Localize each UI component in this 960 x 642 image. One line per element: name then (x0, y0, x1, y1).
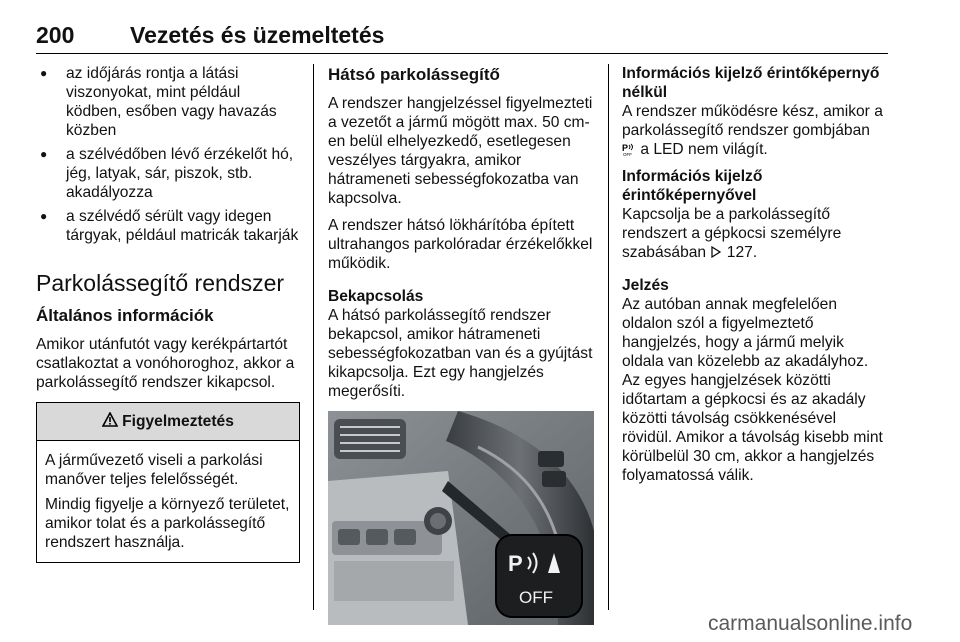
off-label: OFF (519, 588, 553, 607)
page-header (36, 14, 888, 54)
condition-list (36, 64, 300, 245)
warning-header (37, 403, 299, 441)
intro-text: Amikor utánfutót vagy kerékpártartót csatlakoztat a vonóhoroghoz, akkor a parkolássegítő rendszer kikapcsol. (36, 336, 295, 391)
subsection-title: Általános információk (36, 306, 214, 325)
list-item: ● a szélvédő sérült vagy idegen tárgyak, például matricák takarják (36, 207, 300, 245)
list-item: ● a szélvédőben lévő érzékelőt hó, jég, latyak, sár, piszok, stb. akadályozza (36, 145, 300, 202)
column-2 (328, 64, 594, 625)
page-reference-icon (710, 244, 722, 261)
dashboard-illustration (328, 411, 594, 625)
display-without-touch-text: A rendszer működésre kész, amikor a parkolássegítő rendszer gombjában P OFF a LED nem világít. (622, 103, 883, 158)
column-divider (313, 64, 314, 610)
activation-title: Bekapcsolás (328, 288, 424, 305)
page-reference-link[interactable]: 127. (726, 244, 758, 261)
section-title: Parkolássegítő rendszer (36, 270, 285, 296)
park-assist-icon: P (508, 551, 523, 576)
list-item: ● az időjárás rontja a látási viszonyokat, mint például ködben, esőben vagy havazás közben (36, 64, 300, 140)
activation-text: A hátsó parkolássegítő rendszer bekapcsol, amikor hátrameneti sebességfokozatban van és a gyújtást kikapcsolja. Ezt egy hangjelzés megerősíti. (328, 307, 593, 400)
page-number: 200 (36, 22, 75, 48)
warning-box (36, 402, 300, 563)
warning-text-2: Mindig figyelje a környező területet, amikor tolat és a parkolássegítő rendszert használja. (45, 496, 290, 551)
svg-text:P: P (622, 143, 629, 153)
column-3 (622, 64, 888, 485)
column-1 (36, 64, 300, 563)
warning-body (37, 441, 299, 562)
signal-title: Jelzés (622, 277, 669, 294)
svg-text:OFF: OFF (623, 152, 632, 156)
signal-text: Az autóban annak megfelelően oldalon szól a figyelmeztető hangjelzés, hogy a jármű melyik oldala van közelebb az akadályhoz. Az egyes hangjelzések közötti időtartam a gépkocsi és az akadály közötti távolság csökkenésével rövidül. Amikor a távolság kisebb mint körülbelül 30 cm, akkor a hangjelzés folyamatossá válik. (622, 296, 883, 484)
column-divider (608, 64, 609, 610)
warning-text-1: A járművezető viseli a parkolási manőver teljes felelősségét. (45, 452, 263, 488)
display-with-touch-text: Kapcsolja be a parkolássegítő rendszert a gépkocsi személyre szabásában 127. (622, 206, 842, 261)
warning-triangle-icon (102, 412, 118, 432)
display-without-touch-title: Információs kijelző érintőképernyő nélkül (622, 65, 880, 101)
rear-park-assist-text-2: A rendszer hátsó lökhárítóba épített ultrahangos parkolóradar érzékelőkkel működik. (328, 217, 593, 272)
display-with-touch-title: Információs kijelző érintőképernyővel (622, 168, 763, 204)
rear-park-assist-title: Hátsó parkolássegítő (328, 65, 500, 84)
warning-title: Figyelmeztetés (122, 412, 234, 430)
park-assist-icon (622, 142, 636, 157)
rear-park-assist-text-1: A rendszer hangjelzéssel figyelmezteti a vezetőt a jármű mögött max. 50 cm-en belül elhelyezkedő, esetlegesen veszélyes tárgyakra, amikor hátrameneti sebességfokozatba van kapcsolva. (328, 95, 593, 207)
dashboard-photo (328, 411, 594, 625)
watermark: carmanualsonline.info (708, 612, 913, 635)
chapter-title: Vezetés és üzemeltetés (130, 22, 385, 48)
